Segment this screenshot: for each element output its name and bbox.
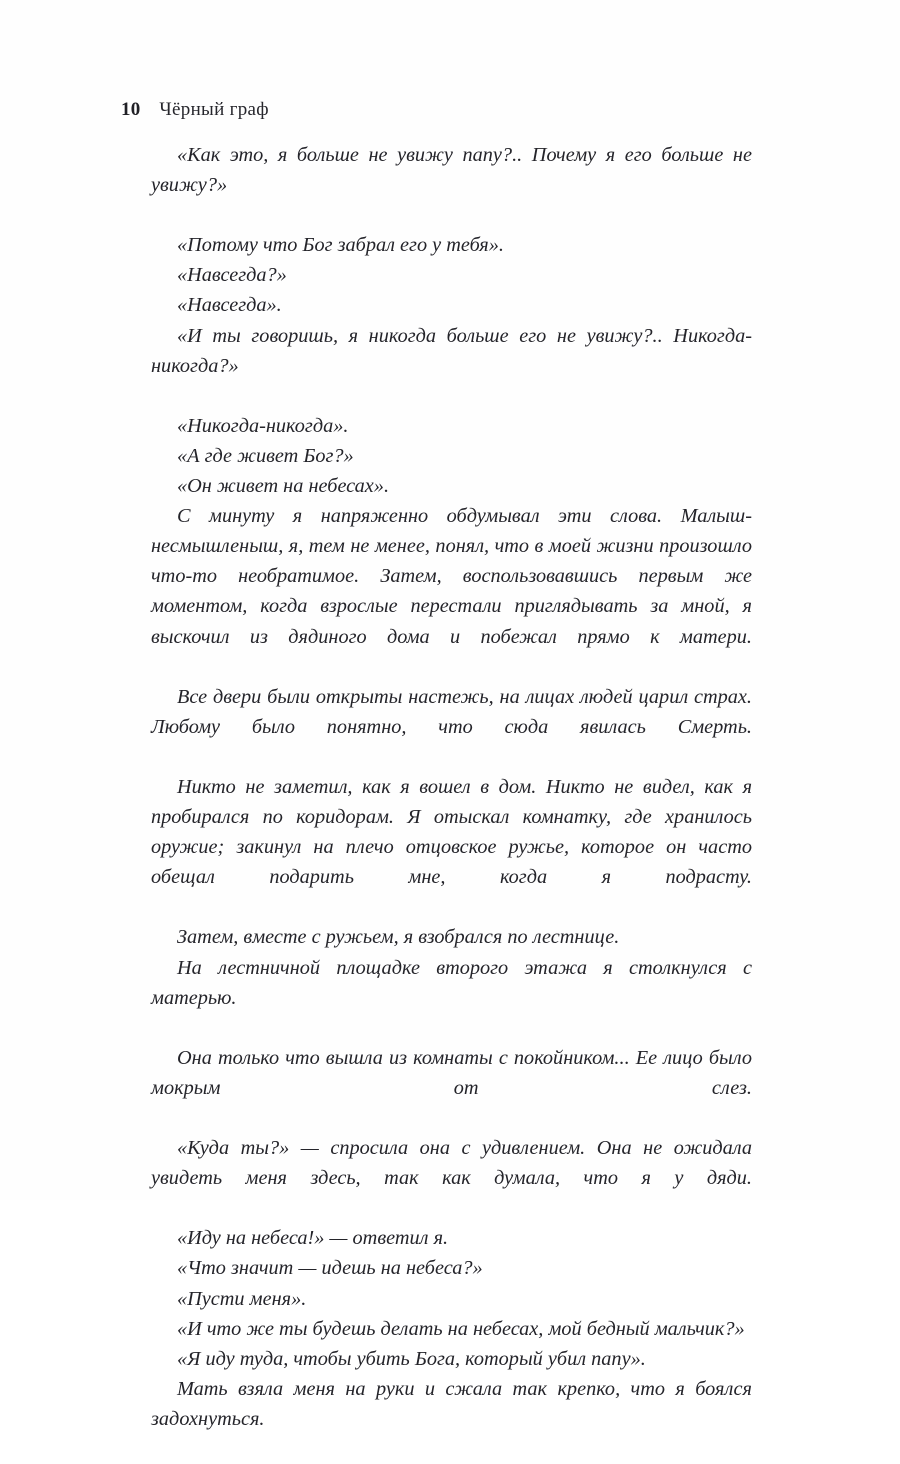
paragraph: «И что же ты будешь делать на небесах, мой бедный мальчик?»: [177, 1317, 745, 1340]
paragraph: На лестничной площадке второго этажа я столкнулся с матерью.: [151, 956, 752, 1009]
paragraph: «Потому что Бог забрал его у тебя».: [177, 234, 504, 257]
paragraph: «А где живет Бог?»: [177, 444, 354, 467]
paragraph: «Как это, я больше не увижу папу?.. Почему я его больше не увижу?»: [151, 144, 752, 197]
paragraph: Она только что вышла из комнаты с покойником... Ее лицо было мокрым от слез.: [151, 1046, 752, 1099]
paragraph: «Куда ты?» — спросила она с удивлением. Она не ожидала увидеть меня здесь, так как думала, что я у дяди.: [151, 1137, 752, 1190]
paragraph: Все двери были открыты настежь, на лицах людей царил страх. Любому было понятно, что сюда явилась Смерть.: [151, 685, 752, 738]
paragraph: «Я иду туда, чтобы убить Бога, который убил папу».: [177, 1347, 646, 1370]
paragraph: «Иду на небеса!» — ответил я.: [177, 1227, 449, 1250]
chapter-title: Чёрный граф: [159, 99, 269, 120]
paragraph: Никто не заметил, как я вошел в дом. Никто не видел, как я пробирался по коридорам. Я отыскал комнатку, где хранилось оружие; закинул на плечо отцовское ружье, которое он часто обещал подарить мне, когда я подрасту.: [151, 775, 752, 889]
paragraph: «Что значит — идешь на небеса?»: [177, 1257, 483, 1280]
paragraph: Мать взяла меня на руки и сжала так крепко, что я боялся задохнуться.: [151, 1377, 752, 1430]
paragraph: «Он живет на небесах».: [177, 475, 390, 498]
paragraph: «Навсегда».: [177, 294, 282, 317]
paragraph: С минуту я напряженно обдумывал эти слова. Малыш-несмышленыш, я, тем не менее, понял, что в моей жизни произошло что-то необратимое. Затем, воспользовавшись первым же моментом, когда взрослые перестали приглядывать за мной, я выскочил из дядиного дома и побежал прямо к матери.: [151, 505, 752, 648]
body-text: [151, 140, 752, 1464]
paragraph: «Навсегда?»: [177, 264, 287, 287]
running-head: [121, 99, 269, 121]
paragraph: «Пусти меня».: [177, 1287, 307, 1310]
paragraph: Затем, вместе с ружьем, я взобрался по лестнице.: [177, 926, 620, 949]
paragraph: «И ты говоришь, я никогда больше его не увижу?.. Никогда-никогда?»: [151, 324, 752, 377]
page-number: 10: [121, 99, 141, 120]
paragraph: «Никогда-никогда».: [177, 414, 349, 437]
